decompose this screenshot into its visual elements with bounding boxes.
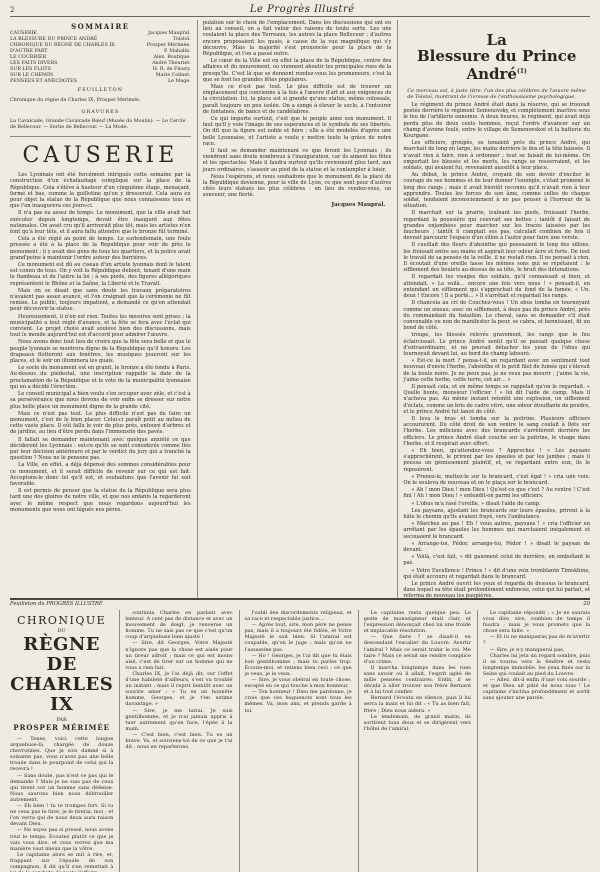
causerie-paragraph: Le socle du monument est en granit, le bronze a été fondu à Paris. Au-dessus du piédestal, une inscription rappelle la date de la proclamation de la République et le vote de la municipalité lyonnaise qui en a décidé l'érection. [10,365,191,390]
feuilleton-paragraph: — Ton honneur ! Dieu me pardonne, je crois que ces huguenots sont tous les mêmes. Va, mon ami, et prends garde à toi. [244,689,352,714]
feuilleton-paragraph: — C'est bien, c'est bien. Tu es un brave. Va, et souviens-toi de ce que je t'ai dit ; nous en reparlerons. [125,731,233,751]
blessure-paragraph: « L'obus m'a rasé l'oreille, » disait l'aide de camp. [411,500,541,507]
sommaire-item: SUR LE CHEMIN Marie Colinet. [10,73,191,78]
feuilleton-paragraph: — Sans doute, pas n'est ce pas qui le demande ? Mais je ne suis pas de ceux qui tirent sur un homme sans défense. Nous saurons bien nous débrouiller autrement. [10,772,114,803]
feuilleton-paragraph: continua Charles en parlant avec lenteur. A cent pas de distance et avec un mouvement de doigt, je renverse un homme. Tu ne sais pas ce que c'est qu'un coup d'arquebuse bien ajusté ! [125,610,233,641]
sommaire-item: LA BLESSURE DU PRINCE ANDRÉ Tolstoï. [10,37,191,42]
chronique-title: CHRONIQUE [17,614,107,627]
gravures-section-title: GRAVURES [81,108,120,115]
blessure-paragraph: Les officiers, groupés, se tenaient près du prince André, qui marchait de long en large, les mains derrière le dos et la tête baissée. Il n'avait rien à faire, rien à ordonner ; tout se faisait de lui-même. On emportait les blessés et les morts, les rangs se resserraient, et les soldats, qui avaient fui, revenaient aussitôt à leur place. [403,140,590,172]
blessure-paragraph: « Eh bien, qu'attendez-vous ? Approchez ! » Les paysans s'approchèrent, le prirent par les épaules et par les jambes ; mais il poussa un gémissement plaintif, et, se regardant entre eux, ils le reposèrent. [403,447,590,473]
sommaire-item: LE COURRIER Alex. Boutique. [10,55,191,60]
feuilleton-paragraph: — Ho ! Georges, je t'ai dit que tu étais bon gentilhomme ; mais tu parles trop. Écoute-moi, et retiens bien ceci : ce que je veux, je le veux. [244,652,352,677]
causerie-paragraph: Les Lyonnais ont été forcément intrigués cette semaine par la construction d'un échafaudage compliqué sur la place de la République. Cela s'élève à hauteur d'un cinquième étage, menaçant, fermé et bas, comme la guillotine qu'on y dresserait. Cela aura eu pour objet la statue de la République que nous connaissons tous et que l'on inaugurera ces jours-ci. [10,172,191,210]
causerie-paragraph: pulation sur le choix de l'emplacement. Dans les discussions qui ont eu lieu au conseil, on a fait valoir des raisons de toute sorte. Les uns voulaient la place des Terreaux, les autres la place Bellecour ; d'autres encore proposaient les quais, à cause de la vue magnifique qui s'y découvre. Mais la majorité s'est prononcée pour la place de la République, et l'on a passé outre. [202,20,392,58]
causerie-paragraph: Cela a été réglé au point de temps. Le surlendemain, une foule pressée a été à la place de la République pour voir de près le monument ; il y avait des gens de tous les quartiers, et la police avait grand'peine à maintenir l'ordre autour des barrières. [10,236,191,261]
blessure-paragraph: « Prenez-le, mettez-le sur le brancard, c'est égal ! » cria une voix. On le souleva de nouveau et on le plaça sur le brancard. [403,473,590,486]
causerie-paragraph: Mais on se disait que sans doute les travaux préparatoires n'avaient pas assez avancé, et l'on craignait que la cérémonie ne fût remise. Le public, toujours impatient, a demandé ce qu'on attendait pour découvrir la statue. [10,287,191,313]
newspaper-title: Le Progrès Illustré [249,4,355,15]
feuilleton-paragraph: — Que faire ? se disait-il en descendant l'escalier du Louvre. Avertir l'amiral ? Mais ce serait trahir le roi. Me taire ? Mais ce serait me rendre complice d'un crime. [363,634,471,665]
feuilleton-label: Feuilleton du PROGRÈS ILLUSTRÉ [10,601,103,607]
blessure-title-line2: Blessure du Prince André$^{(1)}$ [416,47,577,83]
feuilleton-paragraph: — Ne soyez pas si pressé, nous avons tout le temps. Écoutez plutôt ce que je vais vous dire, et vous verrez que ma manière vaut mieux que la vôtre. [10,827,114,852]
divider [10,136,191,137]
causerie-paragraph: Il n'a pas eu assez de temps. Le monument, que la ville avait fait exécuter depuis longtemps, devait être inauguré aux fêtes nationales. On avait cru qu'il arriverait plus tôt, mais les artistes n'en font qu'à leur tête, et il aura fallu attendre que le bronze fût terminé. [10,210,191,236]
causerie-paragraph: Nous l'espérons, et nous souhaitons que le monument de la place de la République devienne, pour la ville de Lyon, ce que sont pour d'autres cités leurs statues les plus célèbres : un lieu de rendez-vous, un souvenir, une fierté. [202,173,392,199]
feuilleton-section-title: FEUILLETON [77,87,124,93]
feuilleton-paragraph: — Sire, dit Georges, Votre Majesté n'ignore pas que la chose est aisée pour un tireur adroit ; mais ce qui est moins aisé, c'est de tirer sur un homme qui ne vous a rien fait. [125,640,233,671]
causerie-paragraph: Il faut se demander maintenant ce que feront les Lyonnais ; ils viendront sans doute nombreux à l'inauguration, car ils aiment les fêtes et les spectacles. Mais il faudra surtout qu'ils reviennent plus tard, aux jours ordinaires, s'asseoir au pied de la statue et la contempler à loisir. [202,148,392,173]
causerie-paragraph: Le conseil municipal a bien voulu s'en occuper avec zèle, et c'est à sa persévérance que nous devons de voir enfin se dresser sur notre plus belle place un monument digne de la grande cité. [10,391,191,410]
blessure-paragraph: troupe, les blessés relevés gravement, les rangs que le feu éclaircissait. Le prince André sentit qu'il se passait quelque chose d'extraordinaire, et ne pouvait détacher les yeux de l'obus qui tournoyait devant lui, au bord du champ labouré. [403,332,590,357]
blessure-paragraph: Il regardait les visages des soldats, qu'il connaissait si bien, et attendait. « Le voilà… encore une fois vers nous ! » pensait-il, en entendant un sifflement qui s'approchait du fond de la fumée. « Un, deux ! Encore ! Il a porté… » Il s'arrêtait et regardait les rangs. [403,274,590,300]
blessure-paragraph: Il chancela au cri de Couchez-vous ! Un obus tomba en tournoyant comme un oiseau, avec un sifflement, à deux pas du prince André, près du commandant du bataillon. Le cheval, sans se demander s'il était convenable ou non de manifester la peur, se cabra, et hennissant, fit un bond de côté. [403,300,590,332]
blessure-paragraph: Le prince André ouvrit les yeux et regarda de dessous le brancard, dans lequel sa tête était profondément enfoncée, celui qui lui parlait, et referma de nouveau les paupières. [403,581,590,598]
sommaire-title: SOMMAIRE [71,22,130,31]
feuilleton-paragraph: Le capitaine alors se mit à rire, et, frappant sur l'épaule de son compagnon, il dit qu'il s'en remettait à [10,851,114,870]
blessure-title-line1: La [486,31,507,49]
regne-title: RÈGNE DE CHARLES IX [10,634,114,715]
feuilleton-paragraph: — Sire, je me tairai. Je suis gentilhomme, et je n'ai jamais appris à tuer autrement qu'en face, l'épée à la main. [125,707,233,732]
feuilleton-paragraph: Charles IX, je l'ai déjà dit, sur l'effet d'une habileté d'ailleurs, s'est vu troublé un instant ; mais il reprit bientôt avec un sourire amer : « Tu es un honnête homme, Georges, et je t'en estime davantage. » [125,670,233,708]
blessure-title [403,32,590,82]
feuilleton-number: 20 [583,601,590,607]
blessure-paragraph: Les paysans, ajustant les brancards sur leurs épaules, prirent à la hâte le chemin qu'ils avaient frayé, vers l'ambulance. [403,507,590,520]
causerie-paragraph: Nous avons donc tout lieu de croire que la fête sera belle et que le peuple lyonnais se montrera digne de la République qu'il honore. Les drapeaux flotteront aux fenêtres, les musiques joueront sur les places, et le soir on illuminera les quais. [10,339,191,365]
blessure-paragraph: Le régiment du prince André était dans la réserve, qui se trouvait postée derrière le régiment Semenovsky, et complètement inactive sous le feu de l'artillerie ennemie. A deux heures, le régiment, qui avait déjà perdu plus de deux cents hommes, reçut l'ordre d'avancer sur un champ d'avoine foulé, entre le village de Semenovskoé et la batterie du Kourgane. [403,102,590,140]
blessure-paragraph: « Votre Excellence ! Prince ! » dit d'une voix tremblante Timokhine, qui était accouru et regardait dans le brancard. [403,567,590,580]
sommaire-item: PENSÉES ET ANECDOTES Le Mage. [10,79,191,84]
causerie-paragraph: Ce monument est dû au ciseau d'un artiste lyonnais dont le talent est connu de tous. On y voit la République debout, tenant d'une main le flambeau et de l'autre la loi ; à ses pieds, des figures allégoriques représentent le Rhône et la Saône, la Liberté et le Travail. [10,262,191,287]
blessure-paragraph: « Ah ! mon Dieu ! mon Dieu ! Qu'est-ce que c'est ? Au ventre ! C'est fini ! Ah ! mon Dieu ! » entendit-on parmi les officiers. [403,487,590,500]
blessure-paragraph: Il pensait cela, et en même temps se rappelait qu'on le regardait. « Quelle honte, monsieur l'officier ! » lui dit l'aide de camp. Mais il n'acheva pas. Au même instant retentit une explosion, un sifflement d'éclats, comme un bris de cadre vitré, une odeur étouffante de poudre, et le prince André fut lancé de côté. [403,383,590,415]
feuilleton-column [239,610,352,872]
sommaire-item: CAUSERIE Jacques Maupral. [10,31,191,36]
sommaire-list [10,31,191,85]
blessure-paragraph: Il leva le bras et tomba sur la poitrine. Plusieurs officiers accoururent. Du côté droit de son ventre le sang coulait à flots sur l'herbe. Les miliciens avec des brancards s'arrêtèrent derrière les officiers. Le prince André était couché sur la poitrine, le visage dans l'herbe, et il respirait avec effort. [403,415,590,447]
feuilleton-paragraph: Le capitaine répondit : « Je ne saurais vous dire, sire, combien de temps il faudra ; mais je vous promets que la chose sera faite. » [482,610,590,635]
page-number: 2 [10,6,15,14]
top-section [10,20,590,598]
feuilleton-column [477,610,590,872]
causerie-paragraph: La Ville, en effet, a déjà dépensé des sommes considérables pour ce monument, et il serait difficile de revenir sur ce qui est fait. Acceptons-le donc tel qu'il est, et souhaitons que l'avenir lui soit favorable. [10,462,191,487]
feuilleton-paragraph: — Tenez, voici cette longue arquebuse-là, chargée de douze chevrotines. Que je sois damné si à soixante pas, vous n'avez pas une belle trouée dans le pourpoint de celui qui la recevra ! [10,736,114,773]
causerie-paragraph: Il fallait se demander maintenant avec quelque anxiété ce que décideront les Lyonnais : est-ce qu'ils se sont considérés comme liés par leur décision antérieure et par le verdict du jury qui a tranché la question ? Nous ne le pensons pas. [10,436,191,462]
causerie-paragraph: Mais ce n'est pas tout. Le plus difficile est de trouver un emplacement qui convienne à la fois à l'œuvre d'art et aux exigences de la circulation. Ici, la place est si grande qu'une statue, même colossale, paraît toujours un peu isolée. On a songé à élever le socle, à l'entourer de fontaines, de bancs et de candélabres. [202,84,392,115]
column-causerie-continued [197,20,392,598]
feuilleton-column [358,610,471,872]
feuilleton-column [119,610,232,872]
gravures-line: La Cavalcade, Grande Cavalcade Bœuf (Musée du Moulin). — Le Cercle de Bellecour. — Sortie de Bellecour. — La Mode. [10,119,186,131]
footnote-marker: (1) [516,68,527,75]
section-divider [10,598,590,600]
blessure-paragraph: « Voilà, c'est fait, » dit gaiement celui de derrière, en emboîtant le pas. [403,554,590,567]
feuilleton-paragraph: Il marcha longtemps dans les rues sans savoir où il allait, l'esprit agité de mille pensées contraires. Enfin, il se décida à aller trouver son frère Bernard et à lui tout confier. [363,664,471,696]
causerie-paragraph: Mais ce n'est pas tout. Le plus difficile n'est pas de faire un monument, c'est de le bien placer. Celui-ci paraît petit au milieu de cette vaste place. Il eût fallu le voir de plus près, entouré d'arbres et de jardins, au lieu d'être perdu dans l'immensité des pavés. [10,410,191,436]
causerie-paragraph: Heureusement, il n'en est rien. Toutes les mesures sont prises ; la municipalité a tout réglé d'avance, et la fête se fera avec l'éclat qui convient. Le projet choisi avait soulevé bien des discussions, mais tout le monde aujourd'hui est d'accord pour admirer l'œuvre. [10,313,191,339]
blessure-paragraph: Il marchait sur la prairie, traînant les pieds, froissant l'herbe, regardant la poussière qui couvrait ses bottes ; tantôt il faisait de grandes enjambées pour marcher sur les traces laissées par les faucheurs ; tantôt il comptait ses pas, calculait combien de fois il devrait parcourir l'espace d'un sillon à l'autre pour faire une verste. [403,210,590,242]
feuilleton-paragraph: Le capitaine resta quelque peu. Le geste de monseigneur était clair, et l'expression dénonçait chez lui une froide et implacable résolution. [363,610,471,635]
blessure-paragraph: « Marchez au pas ! Eh ! vous autres, paysans ! » cria l'officier en arrêtant par les épaules les hommes qui marchaient inégalement et secouaient le brancard. [403,521,590,540]
blessure-paragraph: « Arrange-toi, Fédor, arrange-toi, Fédor ! » disait le paysan de devant. [403,540,590,554]
feuilleton-paragraph: — Après tout, sire, mon père ne pense pas, mais il a toujours été fidèle, et Votre Majesté le sait bien. Si l'amiral est coupable, qu'on le juge ; mais qu'on ne l'assassine pas. [244,622,352,653]
blessure-headnote: Ce morceau est, à juste titre, l'un des plus célèbres de l'œuvre même de Tolstoï, montrant de l'ivresse de l'enthousiasme psychologique. [407,88,586,100]
blessure-paragraph: Il cueillait des fleurs d'absinthe qui poussaient le long des sillons, les froissait entre ses mains et aspirait leur odeur âcre et forte. De tout le travail de sa pensée de la veille, il ne restait rien. Il ne pensait à rien. Il écoutait d'une oreille lasse les mêmes sons qui se répétaient : le sifflement des boulets au-dessus de sa tête, le bruit des détonations. [403,242,590,274]
sommaire-item: SUR LES FLOTS H. R. de Fleury. [10,67,191,72]
feuilleton-author: PROSPER MÉRIMÉE [13,723,111,732]
feuilleton-paragraph: Charles lui jeta un regard sombre, puis il se tourna vers la fenêtre et resta longtemps immobile, les yeux fixés sur la Seine qui coulait au pied du Louvre. [482,652,590,677]
sommaire-item: CHRONIQUE DU RÈGNE DE CHARLES IX Prosper Mérimée. [10,43,191,48]
causerie-signature: Jacques Maupral. [331,201,386,208]
column-causerie [10,20,191,598]
feuilleton-header [10,601,590,607]
causerie-title: CAUSERIE [22,143,179,169]
feuilleton-paragraph: — Allez, dit-il enfin d'une voix sourde ; et que Dieu ait pitié de nous tous ! Le capitaine s'inclina profondément et sortit sans ajouter une parole. [482,677,590,702]
author-par: PAR [56,717,67,723]
sommaire-item: D'AUTRE PART P. Mahalin. [10,49,191,54]
feuilleton-paragraph: Bernard l'écouta en silence, puis il lui serra la main et lui dit : « Tu as bien fait, frère ; Dieu nous aidera. » [363,695,471,714]
chronique-du: DU [57,628,66,634]
feuilleton-paragraph: — Eh bien ! tu te trompes fort. Si tu ne veux pas le tirer, je le tirerai, moi ; et l'on verra qui de nous deux aura raison devant Dieu. [10,803,114,828]
causerie-paragraph: Ce qui importe surtout, c'est que le peuple aime son monument. Il faut qu'il y voie l'image de ses espérances et le symbole de ses libertés. On dit que la figure est noble et fière ; elle a été modelée d'après une belle Lyonnaise, et l'artiste a voulu y mettre toute la grâce de notre race. [202,116,392,147]
feuilleton-column [10,610,113,872]
feuilleton-line: Chronique du règne de Charles IX, Prosper Mérimée. [10,97,141,103]
column-blessure [397,20,590,598]
feuilleton-paragraph: l'oubli des discordements religieux, et sa race et respectable justice… [244,610,352,623]
sommaire-item: LES FAITS DIVERS André Theuriet. [10,61,191,66]
feuilleton-paragraph: — Sire, je vous obéirai en toute chose, excepté en ce qui touche à mon honneur. [244,677,352,690]
blessure-paragraph: « Est-ce la mort ? pensa-t-il, en regardant avec un sentiment tout nouveau d'envie l'herbe, l'absinthe et le petit filet de fumée qui s'élevait de la boule noire. Je ne peux pas, je ne veux pas mourir ; j'aime la vie, j'aime cette herbe, cette terre, cet air… » [403,358,590,383]
feuilleton-paragraph: Le lendemain, de grand matin, ils sortirent tous deux et se dirigèrent vers l'hôtel de l'amiral. [363,713,471,732]
causerie-paragraph: Il est permis de penser que la statue de la République sera plus tard une des gloires de notre ville, et que nos enfants la regarderont avec le même respect que nous regardons aujourd'hui les monuments que nous ont légués nos pères. [10,488,191,513]
causerie-paragraph: Le cœur de la Ville est en effet la place de la République, centre des affaires et du mouvement, où viennent aboutir les principales rues de la presqu'île. C'est là que se donnent rendez-vous les promeneurs, c'est là que se font les grandes fêtes populaires. [202,58,392,83]
feuilleton-paragraph: — Et tu ne manqueras pas de m'avertir ? [482,634,590,647]
running-header [10,4,590,17]
feuilleton-section [10,610,590,872]
feuilleton-paragraph: — Sire, je n'y manquerai pas. [489,646,565,653]
blessure-paragraph: Au début, le prince André, croyant de son devoir d'exciter le courage de ses hommes et de leur donner l'exemple, s'était promené le long des rangs ; mais il avait bientôt reconnu qu'il n'avait rien à leur apprendre. Toutes les forces de son âme, comme celles de chaque soldat, tendaient inconsciemment à ne pas penser à l'horreur de la situation. [403,172,590,210]
